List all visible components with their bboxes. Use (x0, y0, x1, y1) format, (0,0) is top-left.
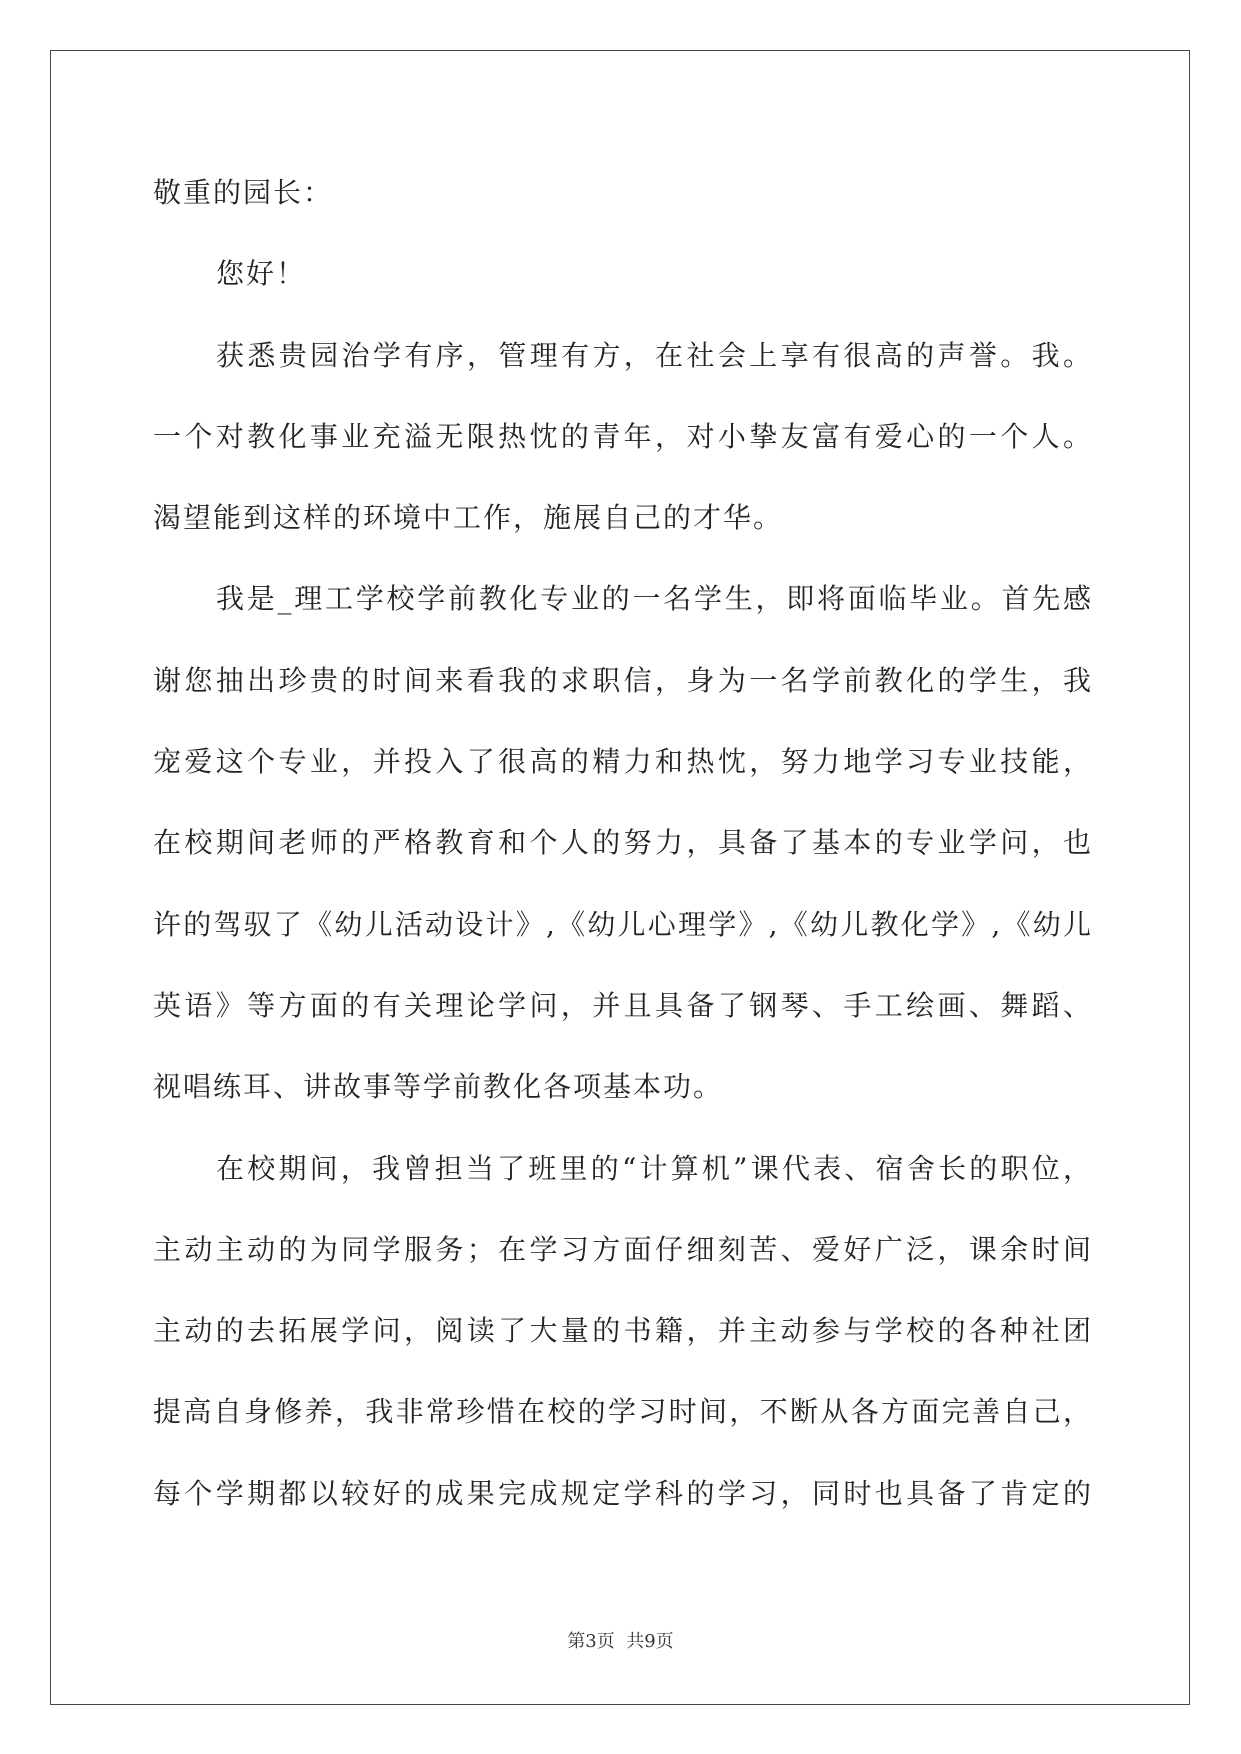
text-line: 主动主动的为同学服务；在学习方面仔细刻苦、爱好广泛，课余时间 (153, 1232, 1093, 1266)
text-line: 获悉贵园治学有序，管理有方，在社会上享有很高的声誉。我。 (216, 338, 1093, 372)
text-line: 在校期间老师的严格教育和个人的努力，具备了基本的专业学问，也 (153, 826, 1093, 860)
greeting: 您好！ (216, 257, 307, 291)
text-line: 宠爱这个专业，并投入了很高的精力和热忱，努力地学习专业技能， (153, 745, 1093, 779)
text-line: 主动的去拓展学问，阅读了大量的书籍，并主动参与学校的各种社团 (153, 1314, 1093, 1348)
text-line: 每个学期都以较好的成果完成规定学科的学习，同时也具备了肯定的 (153, 1476, 1093, 1510)
salutation: 敬重的园长： (153, 176, 334, 209)
text-line: 英语》等方面的有关理论学问，并且具备了钢琴、手工绘画、舞蹈、 (153, 988, 1093, 1022)
text-line: 我是_理工学校学前教化专业的一名学生，即将面临毕业。首先感 (216, 582, 1093, 616)
text-line: 渴望能到这样的环境中工作，施展自己的才华。 (153, 501, 784, 535)
text-line: 提高自身修养，我非常珍惜在校的学习时间，不断从各方面完善自己， (153, 1395, 1093, 1429)
text-line: 在校期间，我曾担当了班里的“计算机”课代表、宿舍长的职位， (216, 1151, 1093, 1185)
text-line: 一个对教化事业充溢无限热忱的青年，对小挚友富有爱心的一个人。 (153, 419, 1093, 453)
letter-body (153, 152, 1093, 1534)
text-line: 谢您抽出珍贵的时间来看我的求职信，身为一名学前教化的学生，我 (153, 663, 1093, 697)
page-footer: 第3页 共9页 (567, 1631, 674, 1652)
text-line: 视唱练耳、讲故事等学前教化各项基本功。 (153, 1070, 724, 1104)
text-line: 许的驾驭了《幼儿活动设计》,《幼儿心理学》,《幼儿教化学》,《幼儿 (153, 907, 1093, 941)
